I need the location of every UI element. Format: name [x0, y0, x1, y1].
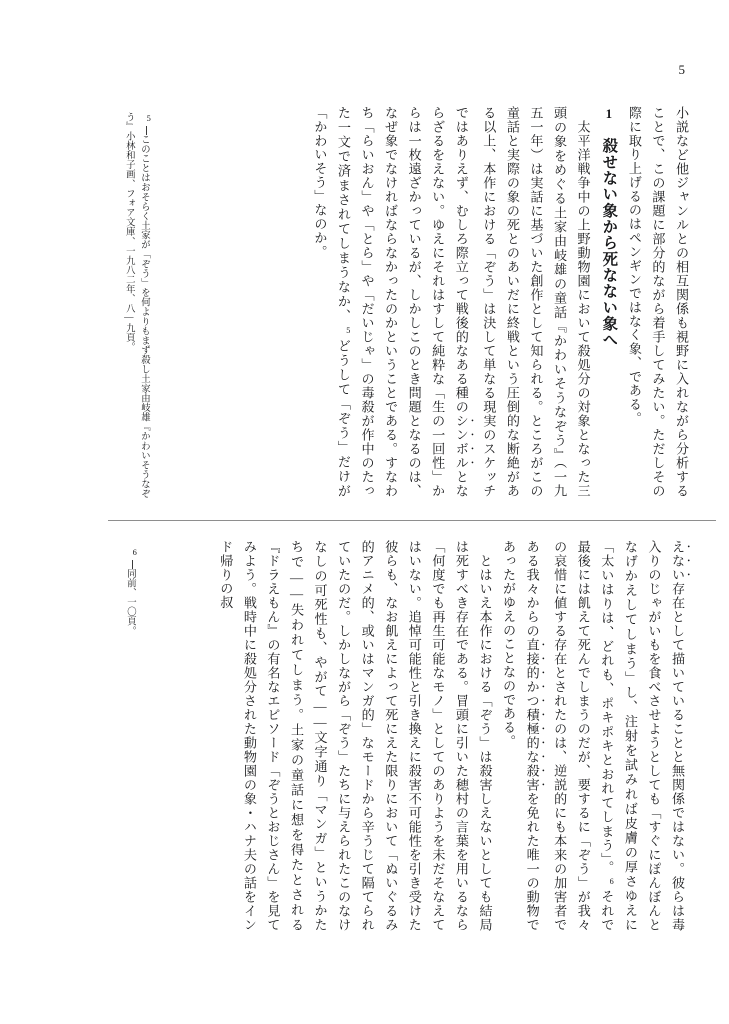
note-reference-5[interactable]: 5 — [346, 325, 351, 335]
footnote-6 — [107, 546, 137, 938]
paragraph-2-part-b: とならざるをえない。ゆえにそれはすして純粋な「生の一回性」からは一枚遠ざかっているが、しかしこのとき問題となるのは、なぜ象でなければならなかったのかということである。すなわち「らいおん」や「とら」や「だいじゃ」の毒殺が作中のたった一文で済まされてしまうなか、 — [335, 106, 469, 498]
section-number: 1 — [601, 106, 617, 122]
top-body-text — [107, 106, 693, 498]
footnote-6-marker: 6 — [132, 548, 137, 557]
footnote-5-text: このことはおそらく土家が「ぞう」を何よりもまず殺し — [139, 134, 149, 374]
footnote-5-citation: 土家由岐雄『かわいそうなぞう』小林和子画、フォア文庫、一九八二年、八―九頁。 — [123, 112, 149, 499]
paragraph-2-part-a: 太平洋戦争中の上野動物園において殺処分の対象となった三頭の象をめぐる土家由岐雄の童話『かわいそうなぞう』（一九五一年）は実話に基づいた創作として知られる。ところがこの童話と実際の象の死とのあいだに終戦という圧倒的な断絶がある以上、本作における「ぞう」は決して単なる現実のスケッチではありえず、むしろ際立って戦後的なある種の — [453, 106, 591, 498]
page-number: 5 — [678, 62, 685, 77]
footnote-divider-bar — [146, 126, 147, 135]
footnote-5-marker: 5 — [146, 114, 151, 123]
emphasis-direct-active-killing: 直接的かつ積極的な殺害 — [524, 638, 540, 793]
paragraph-1: 小説など他ジャンルとの相互関係も視野に入れながら分析することで、この課題に部分的ながら着手してみたい。ただしその際に取り上げるのはペンギンではなく象、である。 — [626, 106, 689, 498]
paragraph-4: とはいえ本作における「ぞう」は殺害しえないとしても結局は死すべき存在である。冒頭に引いた穂村の言葉を用いるなら「何度でも再生可能なモノ」としてのありようを未だそなえてはいない。追悼可能性と引き換えに殺害不可能性を引き受けた彼らも、なお飢えによって死にえた限りにおいて「ぬいぐるみ的アニメ的、或いはマンガ的」なモードから辛うじて隔てられていたのだ。しかしながら「ぞう」たちに与えられたこのなけなしの可死性も、やがて――文字通り「マンガ」というかたちで――失われてしまう。土家の童話に想を得たとされる『ドラえもん』の有名なエピソード「ぞうとおじさん」を見てみよう。戦時中に殺処分された動物園の象・ハナ夫の話をインド帰りの叔 — [218, 540, 493, 932]
paragraph-3-part-c: を免れた唯一の動物であったがゆえのことなのである。 — [501, 540, 540, 932]
bottom-body-text — [173, 540, 693, 932]
paragraph-3-part-b: それで最後には飢えて死んでしまうのだが、要するに「ぞう」が我々の哀惜に値する存在とされたのは、逆説的にも本来の加害者である我々からの — [524, 540, 615, 932]
section-title: 殺せない象から死なない象へ — [600, 137, 618, 348]
footnote-divider-bar-2 — [132, 560, 133, 569]
paragraph-3-part-a: 存在として描いていることと無関係ではない。彼らは毒入りのじゃがいもを食べさせようとしても「すぐにぽんぼんとなげかえしてしまう」し、注射を試みれば皮膚の厚さゆえに「太いはりは、どれも、ポキポキとおれてしまう」。 — [599, 540, 685, 932]
page-divider-rule — [108, 520, 716, 521]
paragraph-2-part-c: どうして「ぞう」だけが「かわいそう」なのか。 — [312, 106, 351, 499]
emphasis-enai: えない — [670, 540, 685, 583]
emphasis-symbol: シンボル — [453, 414, 469, 471]
note-reference-6[interactable]: 6 — [609, 876, 614, 886]
footnote-5 — [105, 112, 151, 512]
footnote-6-text: 同前、一〇頁。 — [125, 568, 135, 636]
